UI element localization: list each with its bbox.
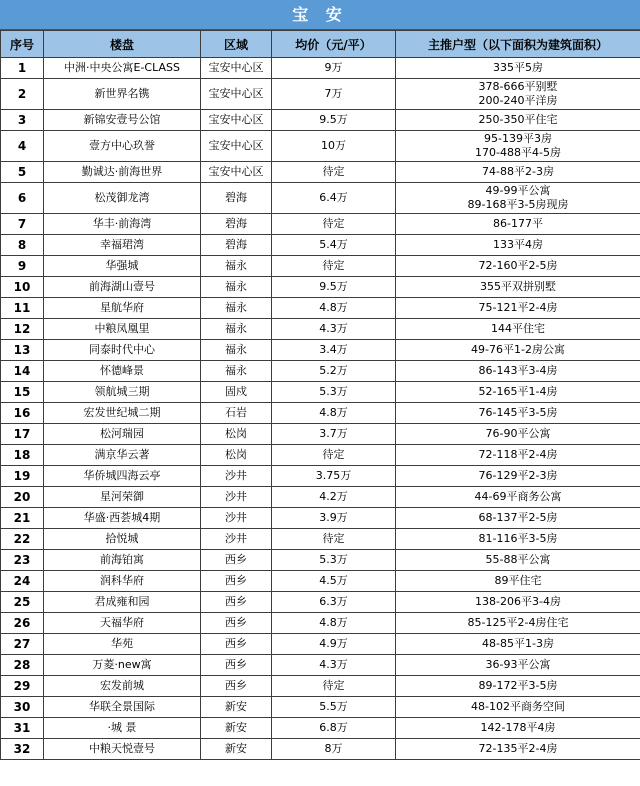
header-unit-types: 主推户型（以下面积为建筑面积） bbox=[396, 31, 640, 58]
unit-type-line: 250-350平住宅 bbox=[478, 113, 558, 126]
table-row bbox=[1, 676, 640, 697]
unit-types bbox=[396, 445, 640, 466]
average-price: 6.4万 bbox=[272, 183, 396, 214]
property-name: 满京华云著 bbox=[44, 445, 201, 466]
unit-type-line: 49-99平公寓 bbox=[485, 184, 551, 197]
average-price: 4.3万 bbox=[272, 655, 396, 676]
row-number: 24 bbox=[1, 571, 44, 592]
property-name: 中粮凤凰里 bbox=[44, 319, 201, 340]
property-name: 万菱·new寓 bbox=[44, 655, 201, 676]
unit-types bbox=[396, 634, 640, 655]
table-row bbox=[1, 340, 640, 361]
unit-type-line: 142-178平4房 bbox=[480, 721, 556, 734]
unit-type-line: 76-145平3-5房 bbox=[478, 406, 558, 419]
unit-types bbox=[396, 571, 640, 592]
district: 福永 bbox=[201, 319, 272, 340]
unit-types bbox=[396, 183, 640, 214]
district: 宝安中心区 bbox=[201, 79, 272, 110]
unit-types bbox=[396, 110, 640, 131]
table-row bbox=[1, 424, 640, 445]
property-name: 前海湖山壹号 bbox=[44, 277, 201, 298]
district: 福永 bbox=[201, 277, 272, 298]
district: 福永 bbox=[201, 256, 272, 277]
row-number: 13 bbox=[1, 340, 44, 361]
unit-types bbox=[396, 214, 640, 235]
district: 福永 bbox=[201, 298, 272, 319]
unit-type-line: 72-118平2-4房 bbox=[478, 448, 558, 461]
row-number: 15 bbox=[1, 382, 44, 403]
table-row bbox=[1, 235, 640, 256]
district: 西乡 bbox=[201, 571, 272, 592]
unit-type-line: 95-139平3房 bbox=[484, 132, 552, 145]
average-price: 3.75万 bbox=[272, 466, 396, 487]
row-number: 17 bbox=[1, 424, 44, 445]
table-body bbox=[1, 58, 640, 760]
property-name: 天福华府 bbox=[44, 613, 201, 634]
average-price: 5.4万 bbox=[272, 235, 396, 256]
unit-type-line: 89平住宅 bbox=[494, 574, 542, 587]
unit-type-line: 36-93平公寓 bbox=[485, 658, 551, 671]
row-number: 14 bbox=[1, 361, 44, 382]
unit-types bbox=[396, 162, 640, 183]
property-name: 华联全景国际 bbox=[44, 697, 201, 718]
table-row bbox=[1, 445, 640, 466]
average-price: 待定 bbox=[272, 214, 396, 235]
unit-type-line: 86-143平3-4房 bbox=[478, 364, 558, 377]
unit-types bbox=[396, 739, 640, 760]
average-price: 4.9万 bbox=[272, 634, 396, 655]
unit-types bbox=[396, 718, 640, 739]
unit-type-line: 49-76平1-2房公寓 bbox=[471, 343, 565, 356]
unit-types bbox=[396, 508, 640, 529]
district: 沙井 bbox=[201, 487, 272, 508]
row-number: 21 bbox=[1, 508, 44, 529]
table-row bbox=[1, 466, 640, 487]
unit-types bbox=[396, 298, 640, 319]
unit-type-line: 86-177平 bbox=[493, 217, 543, 230]
district: 松岗 bbox=[201, 445, 272, 466]
unit-types bbox=[396, 277, 640, 298]
row-number: 20 bbox=[1, 487, 44, 508]
table-row bbox=[1, 382, 640, 403]
unit-types bbox=[396, 424, 640, 445]
district: 宝安中心区 bbox=[201, 162, 272, 183]
table-row bbox=[1, 655, 640, 676]
district: 西乡 bbox=[201, 634, 272, 655]
district: 碧海 bbox=[201, 235, 272, 256]
row-number: 27 bbox=[1, 634, 44, 655]
unit-type-line: 89-172平3-5房 bbox=[478, 679, 558, 692]
row-number: 11 bbox=[1, 298, 44, 319]
unit-types bbox=[396, 235, 640, 256]
property-name: 星航华府 bbox=[44, 298, 201, 319]
table-row bbox=[1, 550, 640, 571]
property-name: 壹方中心玖誉 bbox=[44, 131, 201, 162]
unit-types bbox=[396, 676, 640, 697]
unit-type-line: 85-125平2-4房住宅 bbox=[467, 616, 569, 629]
unit-types bbox=[396, 361, 640, 382]
average-price: 待定 bbox=[272, 676, 396, 697]
table-row bbox=[1, 131, 640, 162]
table-row bbox=[1, 592, 640, 613]
property-name: 润科华府 bbox=[44, 571, 201, 592]
row-number: 32 bbox=[1, 739, 44, 760]
table-row bbox=[1, 739, 640, 760]
unit-type-line: 355平双拼别墅 bbox=[480, 280, 556, 293]
table-row bbox=[1, 58, 640, 79]
unit-type-line: 75-121平2-4房 bbox=[478, 301, 558, 314]
district: 西乡 bbox=[201, 592, 272, 613]
unit-types bbox=[396, 550, 640, 571]
average-price: 待定 bbox=[272, 529, 396, 550]
unit-type-line: 144平住宅 bbox=[491, 322, 545, 335]
row-number: 9 bbox=[1, 256, 44, 277]
row-number: 2 bbox=[1, 79, 44, 110]
unit-type-line: 335平5房 bbox=[493, 61, 543, 74]
unit-types bbox=[396, 256, 640, 277]
property-name: 华强城 bbox=[44, 256, 201, 277]
table-row bbox=[1, 634, 640, 655]
unit-type-line: 48-102平商务空间 bbox=[471, 700, 565, 713]
header-price: 均价（元/平） bbox=[272, 31, 396, 58]
average-price: 4.5万 bbox=[272, 571, 396, 592]
district: 新安 bbox=[201, 739, 272, 760]
property-name: 中粮天悦壹号 bbox=[44, 739, 201, 760]
property-name: 新世界名镌 bbox=[44, 79, 201, 110]
table-title: 宝 安 bbox=[0, 0, 640, 30]
average-price: 5.5万 bbox=[272, 697, 396, 718]
district: 西乡 bbox=[201, 613, 272, 634]
unit-type-line: 138-206平3-4房 bbox=[475, 595, 561, 608]
table-row bbox=[1, 508, 640, 529]
district: 福永 bbox=[201, 361, 272, 382]
row-number: 22 bbox=[1, 529, 44, 550]
row-number: 5 bbox=[1, 162, 44, 183]
table-row bbox=[1, 110, 640, 131]
row-number: 7 bbox=[1, 214, 44, 235]
unit-types bbox=[396, 592, 640, 613]
district: 宝安中心区 bbox=[201, 131, 272, 162]
district: 新安 bbox=[201, 718, 272, 739]
unit-type-line: 48-85平1-3房 bbox=[482, 637, 554, 650]
row-number: 29 bbox=[1, 676, 44, 697]
property-name: 星河荣御 bbox=[44, 487, 201, 508]
unit-types bbox=[396, 529, 640, 550]
row-number: 1 bbox=[1, 58, 44, 79]
average-price: 3.4万 bbox=[272, 340, 396, 361]
average-price: 3.9万 bbox=[272, 508, 396, 529]
property-name: 松河瑞园 bbox=[44, 424, 201, 445]
average-price: 4.8万 bbox=[272, 403, 396, 424]
average-price: 待定 bbox=[272, 445, 396, 466]
row-number: 25 bbox=[1, 592, 44, 613]
property-name: 华盛·西荟城4期 bbox=[44, 508, 201, 529]
table-row bbox=[1, 361, 640, 382]
unit-types bbox=[396, 487, 640, 508]
district: 沙井 bbox=[201, 508, 272, 529]
table-row bbox=[1, 697, 640, 718]
average-price: 9.5万 bbox=[272, 110, 396, 131]
table-row bbox=[1, 214, 640, 235]
property-name: 勤诚达·前海世界 bbox=[44, 162, 201, 183]
unit-types bbox=[396, 655, 640, 676]
unit-types bbox=[396, 340, 640, 361]
property-name: 幸福珺湾 bbox=[44, 235, 201, 256]
average-price: 4.2万 bbox=[272, 487, 396, 508]
district: 福永 bbox=[201, 340, 272, 361]
average-price: 9.5万 bbox=[272, 277, 396, 298]
property-name: 领航城三期 bbox=[44, 382, 201, 403]
average-price: 9万 bbox=[272, 58, 396, 79]
row-number: 6 bbox=[1, 183, 44, 214]
property-name: 同泰时代中心 bbox=[44, 340, 201, 361]
table-row bbox=[1, 487, 640, 508]
row-number: 28 bbox=[1, 655, 44, 676]
property-name: 华苑 bbox=[44, 634, 201, 655]
row-number: 18 bbox=[1, 445, 44, 466]
table-row bbox=[1, 183, 640, 214]
unit-type-line: 378-666平别墅 bbox=[478, 80, 558, 93]
district: 松岗 bbox=[201, 424, 272, 445]
unit-type-line: 55-88平公寓 bbox=[485, 553, 551, 566]
unit-type-line: 76-90平公寓 bbox=[485, 427, 551, 440]
row-number: 3 bbox=[1, 110, 44, 131]
average-price: 10万 bbox=[272, 131, 396, 162]
district: 西乡 bbox=[201, 550, 272, 571]
property-name: 新锦安壹号公馆 bbox=[44, 110, 201, 131]
table-row bbox=[1, 79, 640, 110]
district: 固戍 bbox=[201, 382, 272, 403]
average-price: 待定 bbox=[272, 256, 396, 277]
unit-type-line: 76-129平2-3房 bbox=[478, 469, 558, 482]
row-number: 16 bbox=[1, 403, 44, 424]
header-area: 区域 bbox=[201, 31, 272, 58]
unit-types bbox=[396, 79, 640, 110]
district: 沙井 bbox=[201, 466, 272, 487]
unit-type-line: 89-168平3-5房现房 bbox=[467, 198, 569, 211]
header-property: 楼盘 bbox=[44, 31, 201, 58]
property-name: 怀德峰景 bbox=[44, 361, 201, 382]
table-row bbox=[1, 256, 640, 277]
table-row bbox=[1, 718, 640, 739]
district: 新安 bbox=[201, 697, 272, 718]
property-name: 前海铂寓 bbox=[44, 550, 201, 571]
average-price: 5.2万 bbox=[272, 361, 396, 382]
average-price: 4.3万 bbox=[272, 319, 396, 340]
table-row bbox=[1, 319, 640, 340]
unit-type-line: 200-240平洋房 bbox=[478, 94, 558, 107]
property-name: 宏发世纪城二期 bbox=[44, 403, 201, 424]
property-name: 君成雍和园 bbox=[44, 592, 201, 613]
average-price: 8万 bbox=[272, 739, 396, 760]
unit-type-line: 74-88平2-3房 bbox=[482, 165, 554, 178]
unit-type-line: 52-165平1-4房 bbox=[478, 385, 558, 398]
district: 沙井 bbox=[201, 529, 272, 550]
unit-type-line: 72-160平2-5房 bbox=[478, 259, 558, 272]
average-price: 5.3万 bbox=[272, 382, 396, 403]
average-price: 5.3万 bbox=[272, 550, 396, 571]
table-row bbox=[1, 162, 640, 183]
average-price: 7万 bbox=[272, 79, 396, 110]
row-number: 4 bbox=[1, 131, 44, 162]
row-number: 12 bbox=[1, 319, 44, 340]
unit-types bbox=[396, 131, 640, 162]
table-row bbox=[1, 529, 640, 550]
table-row bbox=[1, 298, 640, 319]
table-row bbox=[1, 613, 640, 634]
table-row bbox=[1, 277, 640, 298]
average-price: 3.7万 bbox=[272, 424, 396, 445]
average-price: 4.8万 bbox=[272, 613, 396, 634]
row-number: 30 bbox=[1, 697, 44, 718]
unit-type-line: 72-135平2-4房 bbox=[478, 742, 558, 755]
district: 石岩 bbox=[201, 403, 272, 424]
table-row bbox=[1, 403, 640, 424]
property-table bbox=[0, 30, 640, 760]
row-number: 19 bbox=[1, 466, 44, 487]
property-name: 中洲·中央公寓E-CLASS bbox=[44, 58, 201, 79]
district: 碧海 bbox=[201, 183, 272, 214]
property-name: 华丰·前海湾 bbox=[44, 214, 201, 235]
unit-type-line: 44-69平商务公寓 bbox=[474, 490, 562, 503]
average-price: 6.3万 bbox=[272, 592, 396, 613]
header-row bbox=[1, 31, 640, 58]
district: 西乡 bbox=[201, 655, 272, 676]
property-name: 拾悦城 bbox=[44, 529, 201, 550]
table-row bbox=[1, 571, 640, 592]
unit-types bbox=[396, 697, 640, 718]
unit-type-line: 68-137平2-5房 bbox=[478, 511, 558, 524]
average-price: 4.8万 bbox=[272, 298, 396, 319]
property-name: 华侨城四海云亭 bbox=[44, 466, 201, 487]
row-number: 31 bbox=[1, 718, 44, 739]
header-number: 序号 bbox=[1, 31, 44, 58]
district: 宝安中心区 bbox=[201, 110, 272, 131]
unit-type-line: 170-488平4-5房 bbox=[475, 146, 561, 159]
unit-types bbox=[396, 403, 640, 424]
unit-types bbox=[396, 613, 640, 634]
row-number: 23 bbox=[1, 550, 44, 571]
unit-type-line: 81-116平3-5房 bbox=[478, 532, 558, 545]
row-number: 10 bbox=[1, 277, 44, 298]
row-number: 8 bbox=[1, 235, 44, 256]
unit-types bbox=[396, 58, 640, 79]
unit-types bbox=[396, 319, 640, 340]
average-price: 6.8万 bbox=[272, 718, 396, 739]
average-price: 待定 bbox=[272, 162, 396, 183]
district: 西乡 bbox=[201, 676, 272, 697]
district: 宝安中心区 bbox=[201, 58, 272, 79]
district: 碧海 bbox=[201, 214, 272, 235]
property-name: ·城 景 bbox=[44, 718, 201, 739]
row-number: 26 bbox=[1, 613, 44, 634]
property-name: 宏发前城 bbox=[44, 676, 201, 697]
property-name: 松茂御龙湾 bbox=[44, 183, 201, 214]
unit-type-line: 133平4房 bbox=[493, 238, 543, 251]
unit-types bbox=[396, 466, 640, 487]
unit-types bbox=[396, 382, 640, 403]
